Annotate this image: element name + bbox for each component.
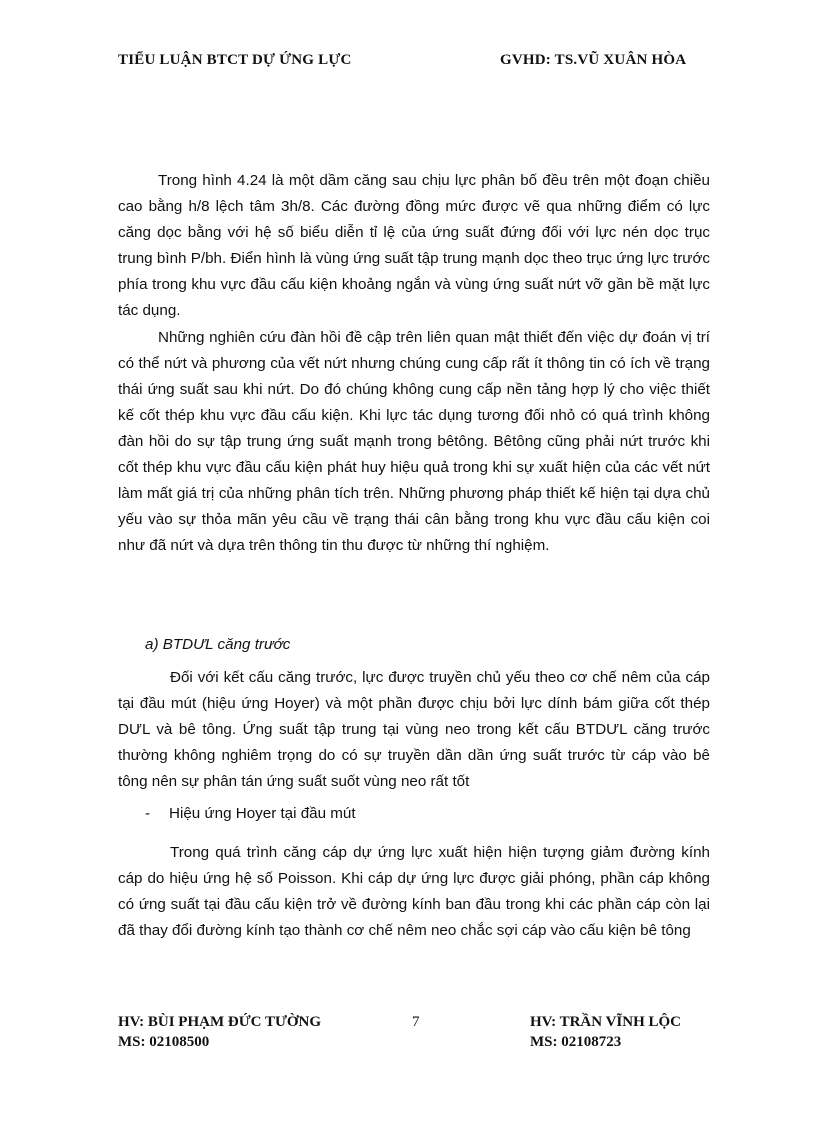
bullet-dash: - <box>145 805 151 822</box>
footer-right-id: MS: 02108723 <box>530 1034 622 1050</box>
bullet-text: Hiệu ứng Hoyer tại đầu mút <box>169 805 356 822</box>
bullet-item <box>145 805 356 822</box>
paragraph-1: Trong hình 4.24 là một dầm căng sau chịu lực phân bố đều trên một đoạn chiều cao bằng h/8 lệch tâm 3h/8. Các đường đồng mức được vẽ qua những điểm có lực căng dọc bằng với hệ số biểu diễn tỉ lệ của ứng suất đứng đối với lực nén dọc trục trung bình P/bh. Điển hình là vùng ứng suất tập trung mạnh dọc theo trục ứng lực trước phía trong khu vực đầu cấu kiện khoảng ngắn và vùng ứng suất nứt vỡ gần bề mặt lực tác dụng. <box>118 172 710 319</box>
footer-left-name: HV: BÙI PHẠM ĐỨC TƯỜNG <box>118 1014 322 1030</box>
header-left-title: TIỂU LUẬN BTCT DỰ ỨNG LỰC <box>118 52 352 68</box>
paragraph-2: Những nghiên cứu đàn hồi đề cập trên liên quan mật thiết đến việc dự đoán vị trí có thể nứt và phương của vết nứt nhưng chúng cung cấp rất ít thông tin có ích về trạng thái ứng suất sau khi nứt. Do đó chúng không cung cấp nền tảng hợp lý cho việc thiết kế cốt thép khu vực đầu cấu kiện. Khi lực tác dụng tương đối nhỏ có quá trình không đàn hồi do sự tập trung ứng suất mạnh trong bêtông. Bêtông cũng phải nứt trước khi cốt thép khu vực đầu cấu kiện phát huy hiệu quả trong khi sự xuất hiện của các vết nứt làm mất giá trị của những phân tích trên. Những phương pháp thiết kế hiện tại dựa chủ yếu vào sự thỏa mãn yêu cầu về trạng thái cân bằng trong khu vực đầu cấu kiện coi như đã nứt và dựa trên thông tin thu được từ những thí nghiệm. <box>118 329 710 554</box>
paragraph-4: Trong quá trình căng cáp dự ứng lực xuất hiện hiện tượng giảm đường kính cáp do hiệu ứng hệ số Poisson. Khi cáp dự ứng lực được giải phóng, phần cáp không có ứng suất tại đầu cấu kiện trở về đường kính ban đầu trong khi các phần cáp còn lại đã thay đổi đường kính tạo thành cơ chế nêm neo chắc sợi cáp vào cấu kiện bê tông <box>118 844 710 939</box>
page-number: 7 <box>412 1014 420 1030</box>
paragraph-3: Đối với kết cấu căng trước, lực được truyền chủ yếu theo cơ chế nêm của cáp tại đầu mút (hiệu ứng Hoyer) và một phần được chịu bởi lực dính bám giữa cốt thép DƯL và bê tông. Ứng suất tập trung tại vùng neo trong kết cấu BTDƯL căng trước thường không nghiêm trọng do có sự truyền dần dần ứng suất trước từ cáp vào bê tông nên sự phân tán ứng suất suốt vùng neo rất tốt <box>118 669 710 790</box>
header-right-advisor: GVHD: TS.VŨ XUÂN HÒA <box>500 52 687 68</box>
footer-left-id: MS: 02108500 <box>118 1034 210 1050</box>
section-heading-a: a) BTDƯL căng trước <box>145 636 291 653</box>
footer-right-name: HV: TRẦN VĨNH LỘC <box>530 1014 682 1030</box>
